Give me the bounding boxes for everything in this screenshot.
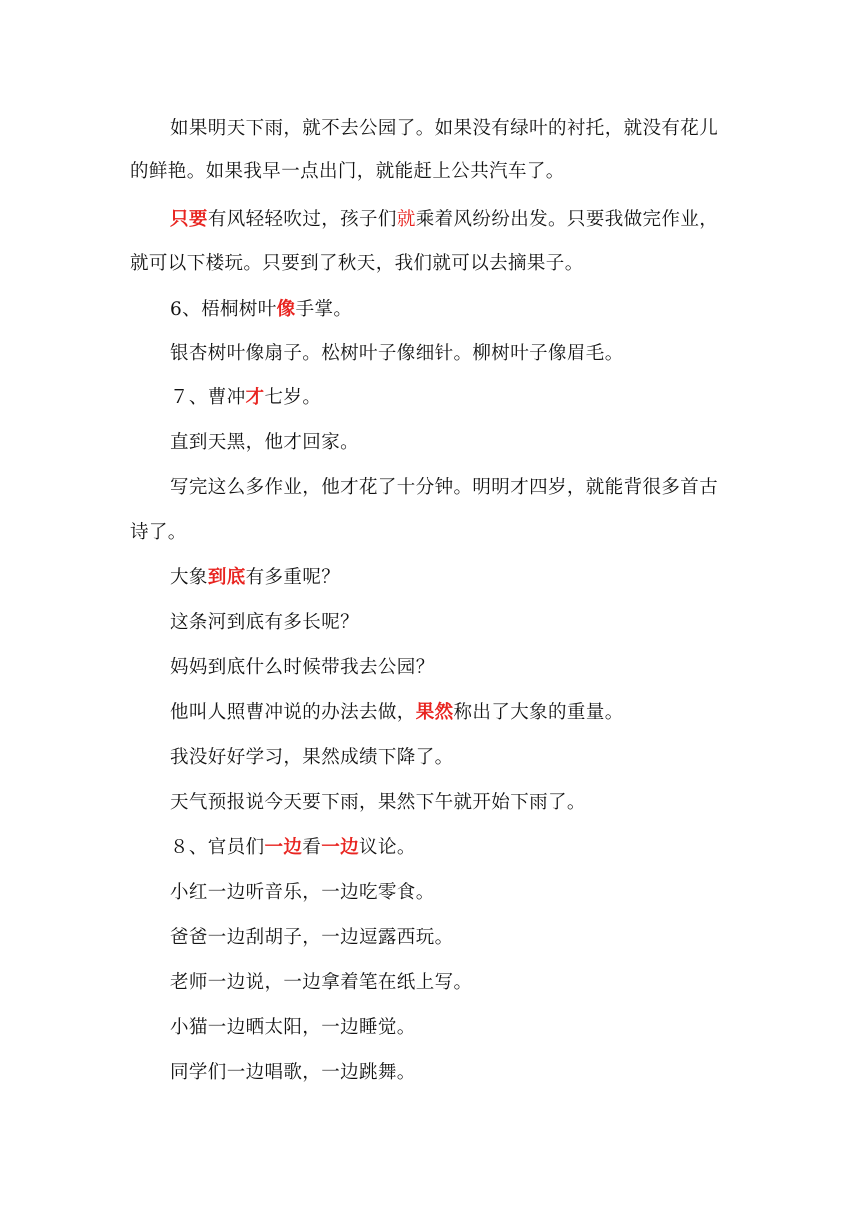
text-segment: 七岁。: [264, 387, 322, 408]
paragraph-line: 的鲜艳。如果我早一点出门，就能赶上公共汽车了。: [130, 161, 565, 182]
text-segment: 大象: [170, 567, 208, 588]
example-sentence: 天气预报说今天要下雨，果然下午就开始下雨了。: [170, 792, 586, 813]
example-heading: [170, 298, 352, 322]
keyword-highlight: 到底: [207, 567, 246, 588]
paragraph-line: 写完这么多作业，他才花了十分钟。明明才四岁，就能背很多首古: [170, 477, 719, 498]
text-segment: ７、曹冲: [170, 387, 246, 408]
example-sentence: 老师一边说，一边拿着笔在纸上写。: [170, 972, 473, 993]
example-sentence: 同学们一边唱歌，一边跳舞。: [170, 1062, 416, 1083]
example-sentence: 直到天黑，他才回家。: [170, 432, 360, 453]
text-segment: 看: [302, 837, 322, 858]
example-sentence: 小红一边听音乐，一边吃零食。: [170, 882, 435, 903]
keyword-highlight: 一边: [321, 837, 360, 858]
text-segment: 手掌。: [295, 299, 353, 320]
example-sentence: 银杏树叶像扇子。松树叶子像细针。柳树叶子像眉毛。: [170, 343, 624, 364]
paragraph-line: [170, 208, 718, 232]
example-heading: [170, 701, 624, 725]
text-segment: 他叫人照曹冲说的办法去做，: [170, 702, 416, 723]
text-segment: 称出了大象的重量。: [453, 702, 624, 723]
example-heading: [170, 836, 416, 860]
example-heading: [170, 386, 321, 410]
example-sentence: 这条河到底有多长呢？: [170, 612, 360, 633]
keyword-highlight: 一边: [264, 837, 303, 858]
text-segment: 有风轻轻吹过，孩子们: [207, 209, 397, 230]
example-heading: [170, 566, 340, 590]
example-sentence: 我没好好学习，果然成绩下降了。: [170, 747, 454, 768]
text-segment: 6、梧桐树叶: [170, 299, 277, 320]
text-segment: ８、官员们: [170, 837, 265, 858]
example-sentence: 小猫一边晒太阳，一边睡觉。: [170, 1017, 416, 1038]
text-segment: 乘着风纷纷出发。只要我做完作业，: [415, 209, 719, 230]
example-sentence: 妈妈到底什么时候带我去公园？: [170, 657, 435, 678]
text-segment: 议论。: [359, 837, 416, 858]
paragraph-line: 诗了。: [130, 522, 187, 543]
example-sentence: 爸爸一边刮胡子，一边逗露西玩。: [170, 927, 454, 948]
paragraph-line: 就可以下楼玩。只要到了秋天，我们就可以去摘果子。: [130, 253, 584, 274]
keyword-highlight: 就: [396, 209, 416, 230]
paragraph-line: 如果明天下雨，就不去公园了。如果没有绿叶的衬托，就没有花儿: [170, 118, 719, 139]
keyword-highlight: 只要: [170, 209, 208, 230]
keyword-highlight: 才: [245, 387, 265, 408]
keyword-highlight: 像: [276, 299, 296, 320]
keyword-highlight: 果然: [415, 702, 454, 723]
text-segment: 有多重呢？: [245, 567, 341, 588]
